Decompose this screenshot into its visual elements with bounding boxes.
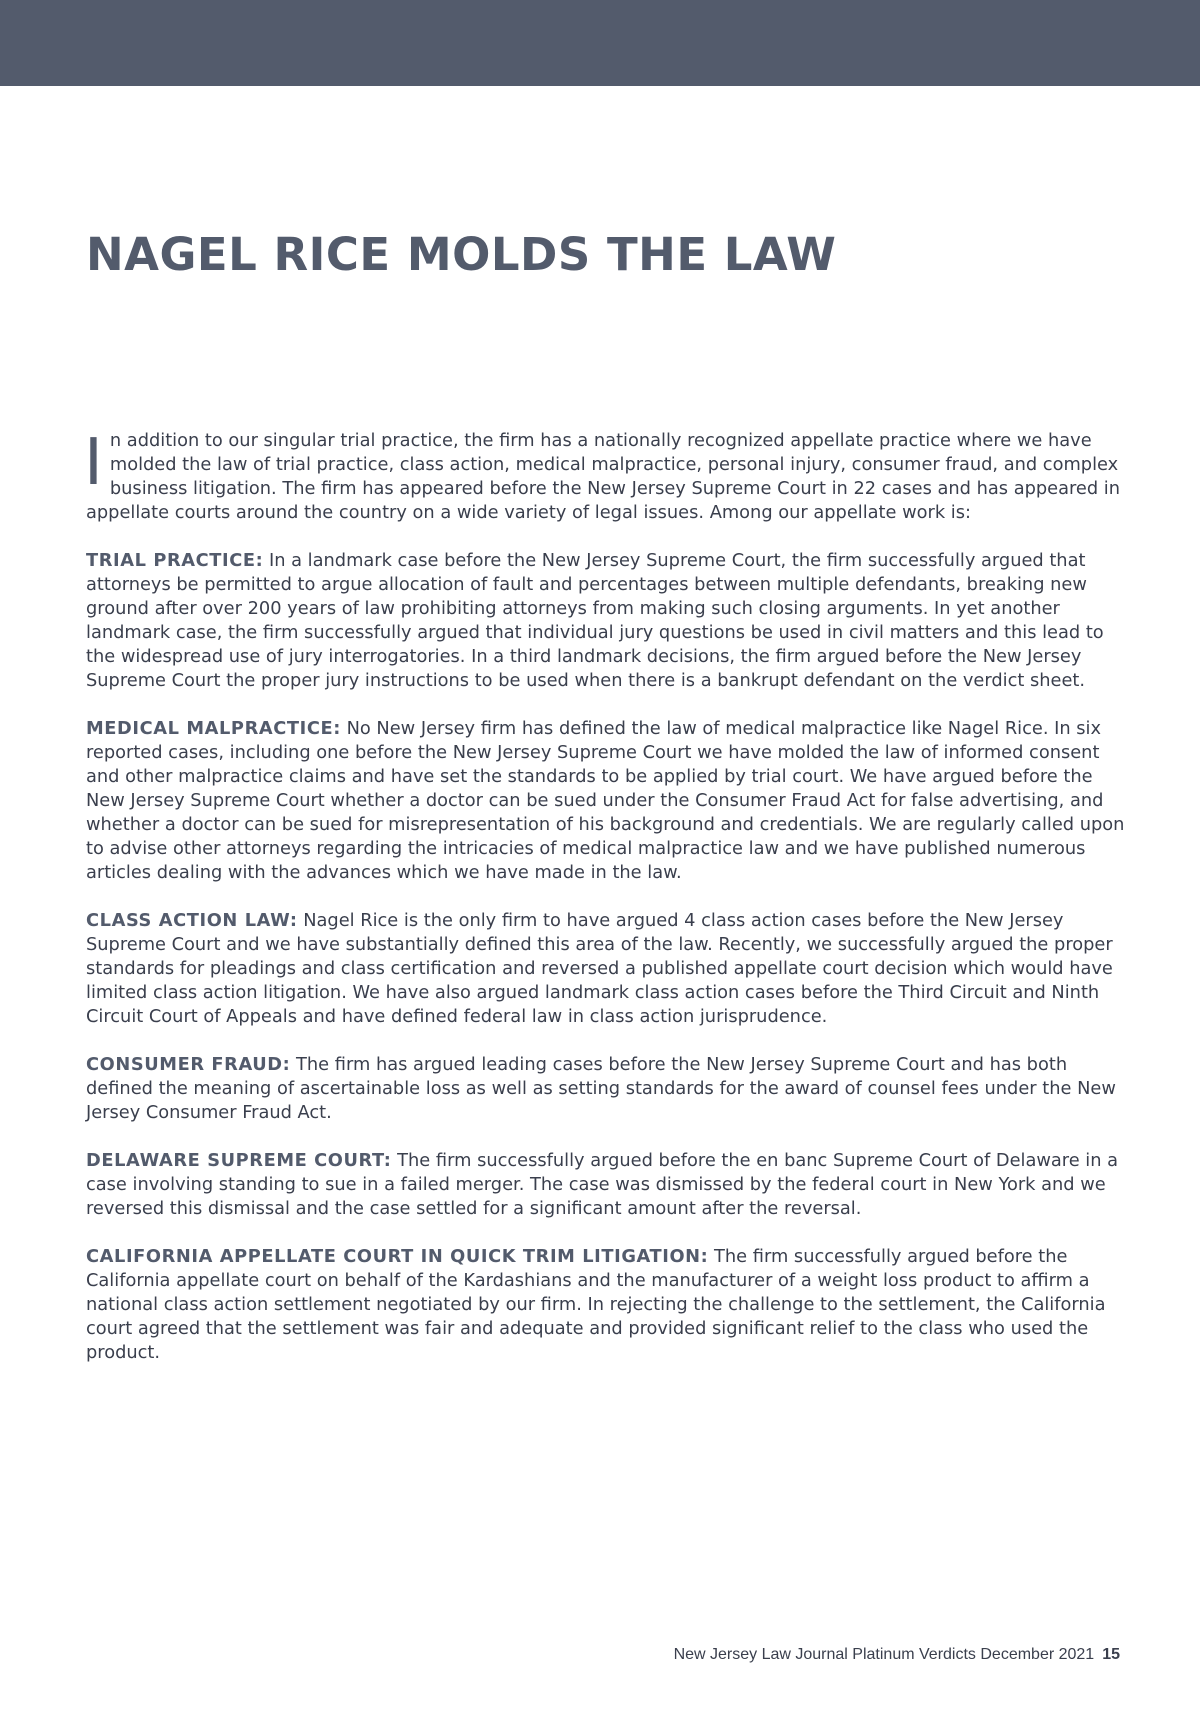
section-heading: CALIFORNIA APPELLATE COURT IN QUICK TRIM LITIGATION: <box>86 1246 709 1267</box>
section-body: Nagel Rice is the only firm to have argued 4 class action cases before the New Jersey Supreme Court and we have substantially defined this area of the law. Recently, we successfully argued the proper standards for pleadings and class certification and reversed a published appellate court decision which would have limited class action litigation. We have also argued landmark class action cases before the Third Circuit and Ninth Circuit Court of Appeals and have defined federal law in class action jurisprudence. <box>86 910 1113 1027</box>
drop-cap: I <box>84 426 103 500</box>
section-heading: CLASS ACTION LAW: <box>86 910 298 931</box>
section-heading: TRIAL PRACTICE: <box>86 550 264 571</box>
article-body <box>84 426 1126 1389</box>
footer-publication: New Jersey Law Journal Platinum Verdicts December 2021 <box>673 1646 1095 1663</box>
section-heading: CONSUMER FRAUD: <box>86 1054 291 1075</box>
section-consumer-fraud <box>86 1053 1126 1125</box>
section-medical-malpractice <box>86 717 1126 885</box>
section-heading: DELAWARE SUPREME COURT: <box>86 1150 392 1171</box>
section-california-appellate-court <box>86 1245 1126 1365</box>
section-body: No New Jersey firm has defined the law of medical malpractice like Nagel Rice. In six reported cases, including one before the New Jersey Supreme Court we have molded the law of informed consent and other malpractice claims and have set the standards to be applied by trial court. We have argued before the New Jersey Supreme Court whether a doctor can be sued under the Consumer Fraud Act for false advertising, and whether a doctor can be sued for misrepresentation of his background and credentials. We are regularly called upon to advise other attorneys regarding the intricacies of medical malpractice law and we have published numerous articles dealing with the advances which we have made in the law. <box>86 718 1125 883</box>
page-footer <box>674 1646 1120 1664</box>
section-body: The firm successfully argued before the California appellate court on behalf of the Kardashians and the manufacturer of a weight loss product to affirm a national class action settlement negotiated by our firm. In rejecting the challenge to the settlement, the California court agreed that the settlement was fair and adequate and provided significant relief to the class who used the product. <box>86 1246 1106 1363</box>
intro-paragraph <box>84 426 1126 525</box>
intro-text: n addition to our singular trial practice, the firm has a nationally recognized appellate practice where we have molded the law of trial practice, class action, medical malpractice, personal injury, consumer fraud, and complex business litigation. The firm has appeared before the New Jersey Supreme Court in 22 cases and has appeared in appellate courts around the country on a wide variety of legal issues. Among our appellate work is: <box>86 430 1121 523</box>
section-body: The firm successfully argued before the en banc Supreme Court of Delaware in a case involving standing to sue in a failed merger. The case was dismissed by the federal court in New York and we reversed this dismissal and the case settled for a significant amount after the reversal. <box>86 1150 1119 1219</box>
section-delaware-supreme-court <box>86 1149 1126 1221</box>
page-title: NAGEL RICE MOLDS THE LAW <box>86 228 837 281</box>
section-heading: MEDICAL MALPRACTICE: <box>86 718 341 739</box>
section-body: In a landmark case before the New Jersey Supreme Court, the firm successfully argued that attorneys be permitted to argue allocation of fault and percentages between multiple defendants, breaking new ground after over 200 years of law prohibiting attorneys from making such closing arguments. In yet another landmark case, the firm successfully argued that individual jury questions be used in civil matters and this lead to the widespread use of jury interrogatories. In a third landmark decisions, the firm argued before the New Jersey Supreme Court the proper jury instructions to be used when there is a bankrupt defendant on the verdict sheet. <box>86 550 1104 691</box>
section-class-action-law <box>86 909 1126 1029</box>
section-trial-practice <box>86 549 1126 693</box>
page-number: 15 <box>1102 1646 1120 1663</box>
header-band <box>0 0 1200 86</box>
section-body: The firm has argued leading cases before the New Jersey Supreme Court and has both defined the meaning of ascertainable loss as well as setting standards for the award of counsel fees under the New Jersey Consumer Fraud Act. <box>86 1054 1116 1123</box>
